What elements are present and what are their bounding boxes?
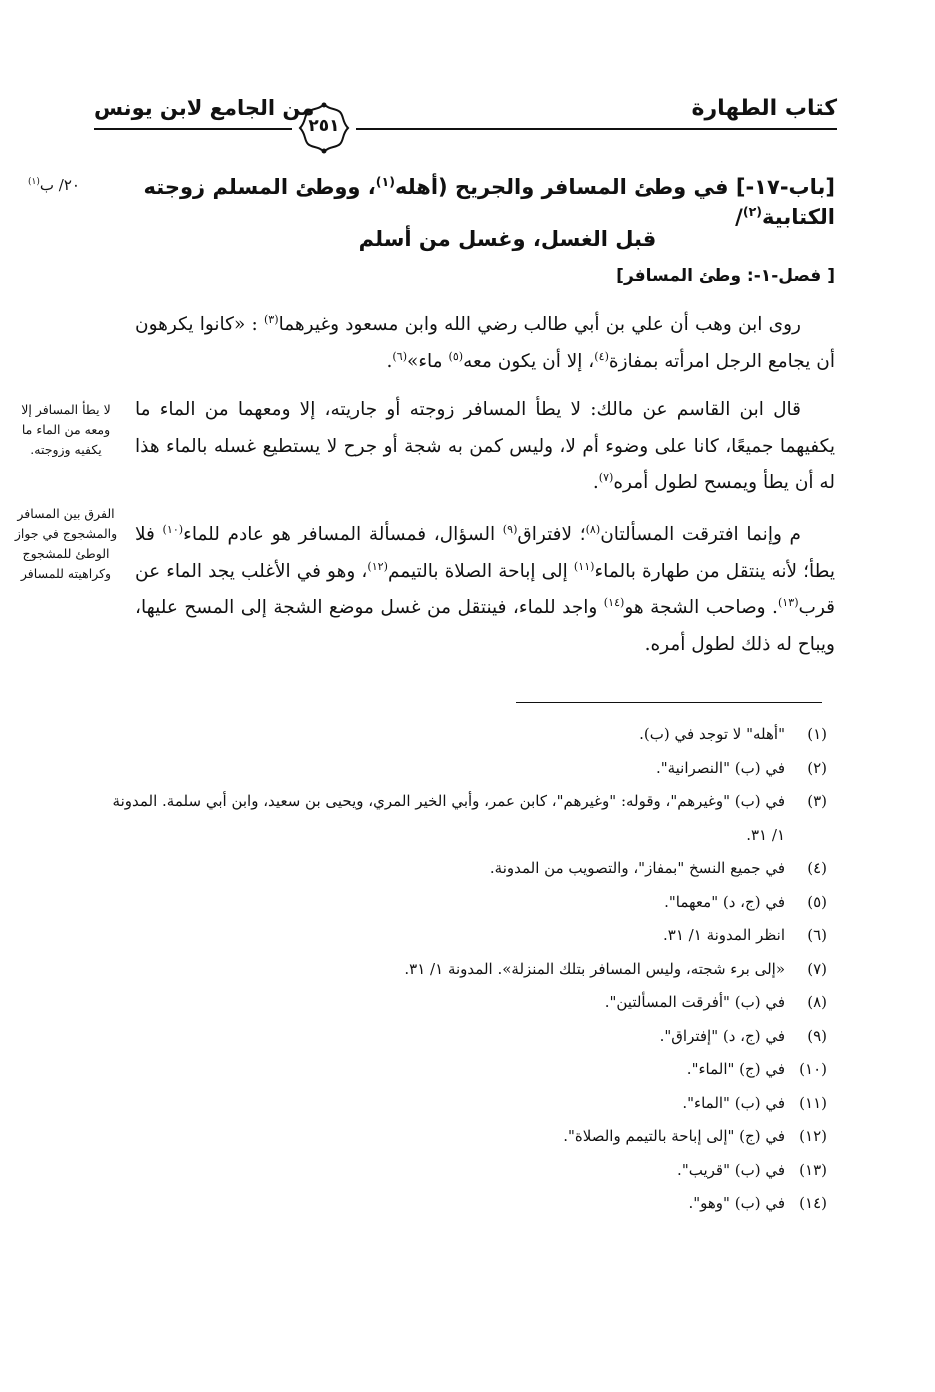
footnote: (٩) في (ج، د) "إفتراق". [659,1026,827,1045]
footnote: (١٠) في (ج) "الماء". [686,1060,827,1078]
footnote: (٥) في (ج، د) "معهما". [664,892,827,911]
footnote: (٧) «إلى برء شجته، وليس المسافر بتلك المنزلة». المدونة ١/ ٣١. [404,959,827,978]
footnote: (١٣) في (ب) "قريب". [677,1160,827,1179]
paragraph-1: روى ابن وهب أن علي بن أبي طالب رضي الله وابن مسعود وغيرهما$^{(٣)}$ : «كانوا يكرهون أن يجامع الرجل امرأته بمفازة$^{(٤)}$، إلا أن يكون معه$^{(٥)}$ ماء»$^{(٦)}$. [135,312,835,372]
footnote: (١٢) في (ج) "إلى إباحة بالتيمم والصلاة". [563,1127,827,1145]
margin-note-2: الفرق بين المسافر والمشجوج في جواز الوطئ للمشجوج وكراهيته للمسافر [14,506,118,581]
chapter-title: [باب-١٧-] في وطئ المسافر والجريح (أهله$^{(١)}$، ووطئ المسلم زوجته الكتابية$^{(٢)}$/ [143,174,835,229]
manuscript-folio-ref: ٢٠/ ب$^{(١)}$ [28,176,80,194]
header-rule-left [94,128,292,130]
paragraph-3: م وإنما افترقت المسألتان$^{(٨)}$؛ لافتراق$^{(٩)}$ السؤال، فمسألة المسافر هو عادم للماء$^{(١٠)}$ فلا يطأ؛ لأنه ينتقل من طهارة بالماء$^{(١١)}$ إلى إباحة الصلاة بالتيمم$^{(١٢)}$، وهو في الأغلب يجد الماء عن قرب$^{(١٣)}$. وصاحب الشجة هو$^{(١٤)}$ واجد للماء، فينتقل من غسل موضع الشجة إلى المسح عليها، ويباح له ذلك لطول أمره. [135,522,835,655]
footnote: (٢) في (ب) "النصرانية". [655,758,827,777]
footnote: (١) "أهله" لا توجد في (ب). [639,725,827,743]
section-title: [ فصل-١-: وطئ المسافر] [616,266,835,286]
footnote: (٨) في (ب) "أفرقت المسألتين". [604,993,827,1011]
chapter-title-line2: قبل الغسل، وغسل من أسلم [358,227,657,251]
page-number: ٢٥١ [308,116,340,136]
source-title: من الجامع لابن يونس [94,96,315,120]
footnote: (٤) في جميع النسخ "بمفاز"، والتصويب من المدونة. [489,859,827,877]
book-title: كتاب الطهارة [691,96,837,121]
footnotes [107,718,827,1221]
footnote: (٦) انظر المدونة ١/ ٣١. [663,926,827,944]
footnote-separator [516,702,822,703]
margin-note-1: لا يطأ المسافر إلا ومعه من الماء ما يكفيه وزوجته. [21,402,111,457]
paragraph-2: قال ابن القاسم عن مالك: لا يطأ المسافر زوجته أو جاريته، إلا ومعهما من الماء ما يكفيهما جميعًا، كانا على وضوء أم لا، وليس كمن به شجة أو جرح لا يستطيع غسله بالماء هذا له أن يطأ ويمسح لطول أمره$^{(٧)}$. [135,399,835,493]
footnote: (١٤) في (ب) "وهو". [688,1194,827,1212]
header-rule-right [356,128,837,130]
footnote: (٣) في (ب) "وغيرهم"، وقوله: "وغيرهم"، كابن عمر، وأبي الخير المري، ويحيى بن سعيد، وابن أبي سلمة. المدونة ١/ ٣١. [112,792,827,844]
footnote: (١١) في (ب) "الماء". [682,1093,827,1112]
